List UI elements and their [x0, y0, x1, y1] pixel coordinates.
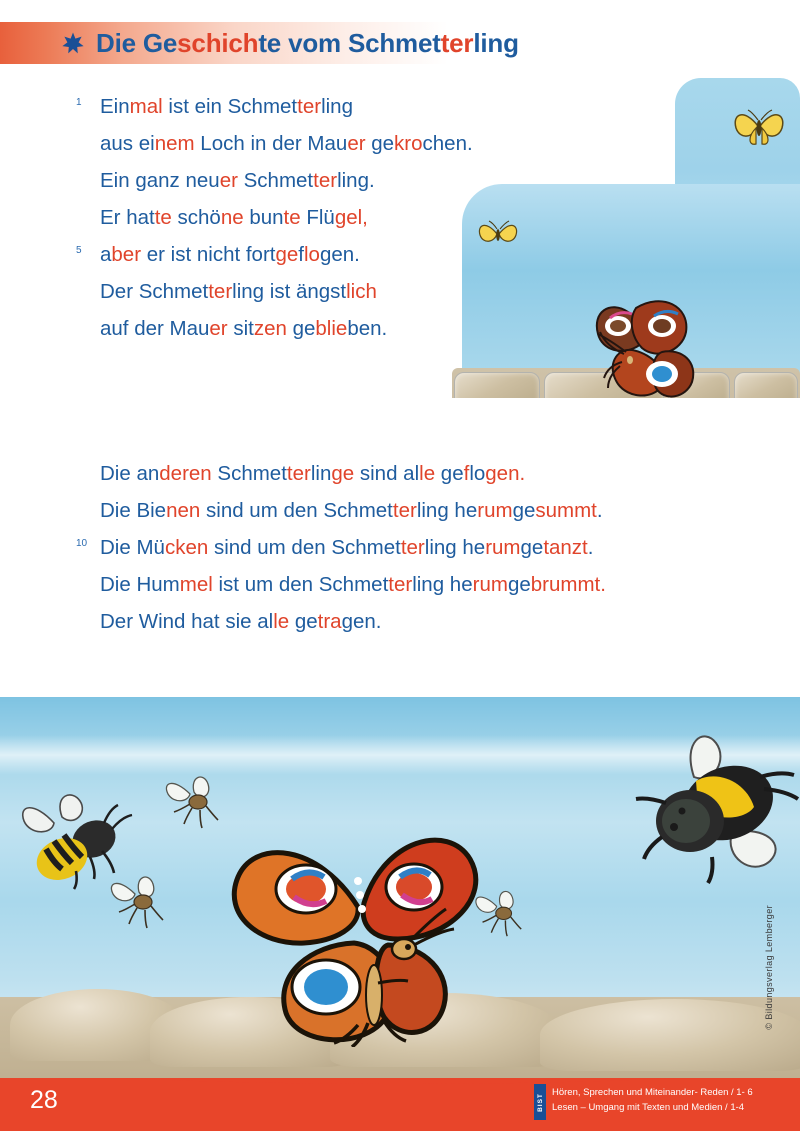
text-seg: ber	[111, 243, 142, 266]
text-seg: er	[219, 169, 238, 192]
text-seg: gel,	[334, 206, 368, 229]
standard-line: Lesen – Umgang mit Texten und Medien / 1-4	[552, 1101, 745, 1113]
text-seg: sit	[227, 317, 254, 340]
title-seg-4: ling	[473, 27, 519, 58]
six-point-star-icon	[62, 32, 84, 54]
line-number: 1	[76, 97, 82, 108]
text-seg: nen	[166, 499, 201, 522]
text-seg: Schmet	[211, 462, 287, 485]
stanza-two	[0, 455, 800, 640]
text-seg: kro	[394, 132, 423, 155]
text-seg: er	[209, 317, 228, 340]
text-seg: ne	[220, 206, 244, 229]
text-seg: nem	[154, 132, 195, 155]
text-seg: mel	[179, 573, 213, 596]
text-seg: ge	[507, 573, 531, 596]
text-seg: deren	[159, 462, 212, 485]
bumblebee-icon	[620, 725, 800, 900]
text-seg: Loch in der Mau	[194, 132, 348, 155]
text-seg: blie	[315, 317, 348, 340]
text-seg: sind um den Schmet	[208, 536, 401, 559]
text-seg: er ist nicht fort	[141, 243, 276, 266]
bist-label: BIST	[536, 1092, 544, 1112]
text-seg: tra	[317, 610, 342, 633]
text-seg: Schmet	[237, 169, 314, 192]
text-seg: Flü	[300, 206, 335, 229]
text-seg: te	[154, 206, 172, 229]
text-seg: ge	[286, 317, 316, 340]
text-seg: ge	[435, 462, 464, 485]
text-seg: tanzt	[543, 536, 588, 559]
text-seg: le	[419, 462, 436, 485]
text-seg: gen.	[485, 462, 526, 485]
title-seg-3: ter	[440, 27, 474, 58]
page-number: 28	[30, 1086, 58, 1114]
mosquito-icon	[105, 872, 175, 938]
poem-line	[0, 88, 800, 125]
text-seg: Die an	[100, 462, 160, 485]
text-seg: ter	[297, 95, 322, 118]
text-seg: cken	[164, 536, 209, 559]
text-seg: gen.	[319, 243, 360, 266]
text-seg: brummt.	[530, 573, 606, 596]
title-seg-1: schich	[177, 27, 259, 58]
text-seg: rum	[485, 536, 521, 559]
text-seg: ter	[392, 499, 417, 522]
stanza-one	[0, 88, 800, 347]
text-seg: ling ist ängst	[232, 280, 347, 303]
text-seg: ter	[400, 536, 425, 559]
text-seg: ter	[286, 462, 311, 485]
text-seg: Der Schmet	[100, 280, 209, 303]
poem-line	[0, 236, 800, 273]
poem-line	[0, 455, 800, 492]
text-seg: ter	[313, 169, 338, 192]
text-seg: Die Hum	[100, 573, 180, 596]
bist-badge	[534, 1084, 546, 1120]
title-seg-2: te vom Schmet	[258, 27, 441, 58]
page-header	[0, 22, 800, 64]
line-number: 5	[76, 245, 82, 256]
poem-line	[0, 603, 800, 640]
text-seg: ling.	[337, 169, 375, 192]
text-seg: ling he	[412, 573, 473, 596]
text-seg: ter	[388, 573, 413, 596]
text-seg: lich	[346, 280, 377, 303]
text-seg: schö	[171, 206, 221, 229]
text-seg: f	[463, 462, 470, 485]
text-seg: zen	[253, 317, 287, 340]
poem-line	[0, 162, 800, 199]
text-seg: mal	[129, 95, 163, 118]
rock	[540, 999, 800, 1071]
text-seg: ge	[512, 499, 536, 522]
text-seg: summt	[535, 499, 597, 522]
text-seg: er	[347, 132, 366, 155]
copyright-notice: © Bildungsverlag Lemberger	[764, 905, 774, 1030]
poem-line	[0, 529, 800, 566]
text-seg: lin	[310, 462, 332, 485]
text-seg: gen.	[341, 610, 382, 633]
footer-curve	[0, 1078, 800, 1084]
poem-line	[0, 566, 800, 603]
text-seg: lo	[469, 462, 486, 485]
text-seg: Die Mü	[100, 536, 165, 559]
text-seg: ling he	[424, 536, 486, 559]
poem-line	[0, 273, 800, 310]
text-seg: .	[596, 499, 603, 522]
text-seg: sind um den Schmet	[200, 499, 393, 522]
text-seg: auf der Mau	[100, 317, 210, 340]
text-seg: Er hat	[100, 206, 155, 229]
text-seg: ge	[365, 132, 395, 155]
text-seg: Ein	[100, 95, 130, 118]
text-seg: lo	[304, 243, 320, 266]
poem-line	[0, 310, 800, 347]
title-seg-0: Die Ge	[96, 27, 178, 58]
text-seg: ling	[321, 95, 353, 118]
text-seg: ling he	[416, 499, 478, 522]
text-seg: ist um den Schmet	[212, 573, 389, 596]
page-title	[96, 28, 519, 59]
peacock-butterfly-icon	[208, 797, 498, 1047]
text-seg: ge	[275, 243, 299, 266]
line-number: 10	[76, 538, 88, 549]
text-seg: bun	[243, 206, 284, 229]
text-seg: aus ei	[100, 132, 155, 155]
standard-line: Hören, Sprechen und Miteinander- Reden / 1- 6	[552, 1087, 753, 1098]
text-seg: rum	[477, 499, 513, 522]
text-seg: ge	[331, 462, 355, 485]
text-seg: a	[100, 243, 112, 266]
text-seg: le	[273, 610, 290, 633]
text-seg: chen.	[422, 132, 473, 155]
text-seg: rum	[472, 573, 508, 596]
poem-line	[0, 492, 800, 529]
text-seg: ist ein Schmet	[162, 95, 298, 118]
text-seg: ge	[520, 536, 544, 559]
text-seg: sind al	[354, 462, 420, 485]
text-seg: Die Bie	[100, 499, 167, 522]
text-seg: ben.	[347, 317, 388, 340]
poem-line	[0, 199, 800, 236]
competence-standards	[552, 1086, 753, 1115]
text-seg: .	[587, 536, 594, 559]
illustration-bottom	[0, 697, 800, 1082]
text-seg: f	[298, 243, 304, 266]
text-seg: Der Wind hat sie al	[100, 610, 274, 633]
text-seg: ter	[208, 280, 233, 303]
text-seg: ge	[289, 610, 318, 633]
poem-line	[0, 125, 800, 162]
text-seg: Ein ganz neu	[100, 169, 220, 192]
text-seg: te	[283, 206, 301, 229]
